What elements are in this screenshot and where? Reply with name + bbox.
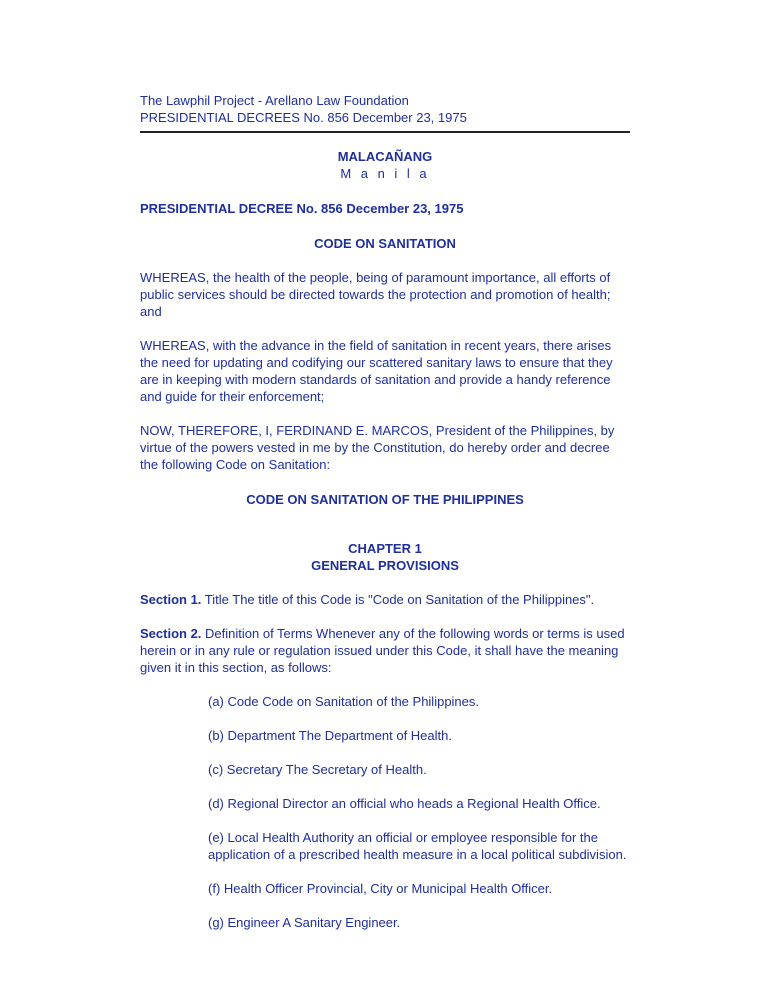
section-2 (140, 625, 630, 676)
code-title: CODE ON SANITATION (314, 236, 456, 251)
decree-paragraph: NOW, THEREFORE, I, FERDINAND E. MARCOS, President of the Philippines, by virtue of the powers vested in me by the Constitution, do hereby order and decree the following Code on Sanitation: (140, 423, 615, 472)
definition-item: (b) Department The Department of Health. (208, 728, 452, 743)
office-name: MALACAÑANG (337, 149, 433, 164)
decree-title: PRESIDENTIAL DECREE No. 856 December 23, 1975 (140, 201, 464, 216)
definition-item: (a) Code Code on Sanitation of the Philippines. (208, 694, 480, 709)
section-1 (140, 591, 630, 608)
section-2-text: Definition of Terms Whenever any of the following words or terms is used herein or in any rule or regulation issued under this Code, it shall have the meaning given it in this section, as follows: (140, 626, 625, 675)
chapter-number: CHAPTER 1 (348, 541, 422, 556)
decree-reference-line: PRESIDENTIAL DECREES No. 856 December 23, 1975 (140, 110, 467, 125)
definition-item: (g) Engineer A Sanitary Engineer. (208, 915, 401, 930)
definition-item: (c) Secretary The Secretary of Health. (208, 762, 427, 777)
source-line: The Lawphil Project - Arellano Law Foundation (140, 93, 409, 108)
definition-item: (f) Health Officer Provincial, City or Municipal Health Officer. (208, 881, 553, 896)
definitions-list (208, 693, 630, 931)
section-1-text: Title The title of this Code is "Code on Sanitation of the Philippines". (201, 592, 595, 607)
document-page (140, 92, 630, 931)
section-2-label: Section 2. (140, 626, 202, 641)
whereas-paragraph-2: WHEREAS, with the advance in the field of sanitation in recent years, there arises the need for updating and codifying our scattered sanitary laws to ensure that they are in keeping with modern standards of sanitation and provide a handy reference and guide for their enforcement; (140, 338, 613, 404)
definition-item: (d) Regional Director an official who heads a Regional Health Office. (208, 796, 601, 811)
header-divider (140, 131, 630, 133)
chapter-heading (140, 540, 630, 574)
section-1-label: Section 1. (140, 592, 202, 607)
whereas-paragraph-1: WHEREAS, the health of the people, being of paramount importance, all efforts of public services should be directed towards the protection and promotion of health; and (140, 270, 611, 319)
definition-item: (e) Local Health Authority an official or employee responsible for the application of a prescribed health measure in a local political subdivision. (208, 830, 627, 862)
chapter-name: GENERAL PROVISIONS (311, 558, 459, 573)
full-code-title: CODE ON SANITATION OF THE PHILIPPINES (246, 492, 524, 507)
office-city: M a n i l a (340, 166, 430, 181)
